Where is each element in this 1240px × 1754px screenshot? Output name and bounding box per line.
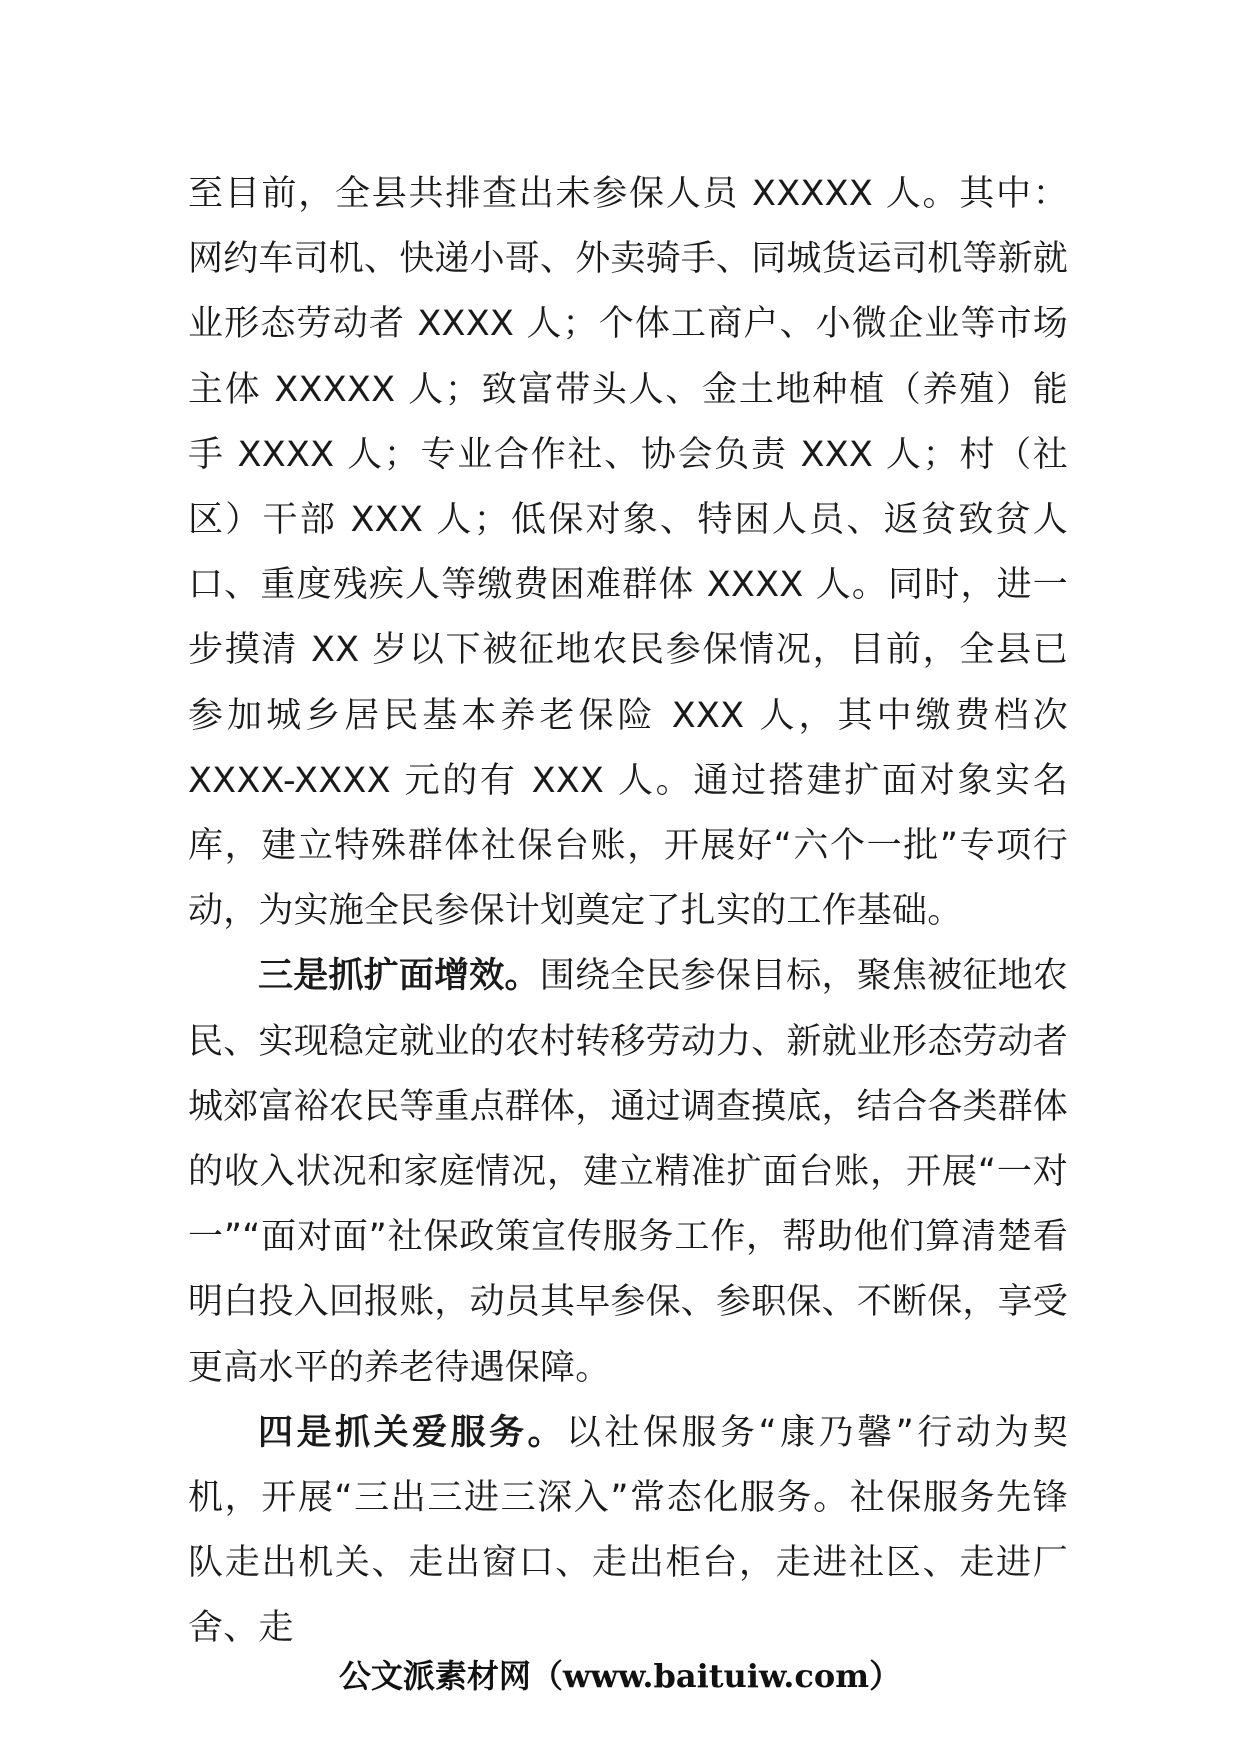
paragraph-heading: 四是抓关爱服务。 <box>258 1412 567 1453</box>
footer-watermark: 公文派素材网（www.baituiw.com） <box>338 1657 902 1695</box>
paragraph-expand-coverage <box>188 944 1068 1400</box>
paragraph-heading: 三是抓扩面增效。 <box>258 956 540 997</box>
paragraph-text: 以社保服务“康乃馨”行动为契机，开展“三出三进三深入”常态化服务。社保服务先锋队走出机关、走出窗口、走出柜台，走进社区、走进厂舍、走 <box>188 1412 1068 1649</box>
document-body <box>188 162 1068 1662</box>
paragraph-text: 围绕全民参保目标，聚焦被征地农民、实现稳定就业的农村转移劳动力、新就业形态劳动者城郊富裕农民等重点群体，通过调查摸底，结合各类群体的收入状况和家庭情况，建立精准扩面台账，开展“一对一”“面对面”社保政策宣传服务工作，帮助他们算清楚看明白投入回报账，动员其早参保、参职保、不断保，享受更高水平的养老待遇保障。 <box>188 956 1069 1388</box>
paragraph-continuation: 至目前，全县共排查出未参保人员 XXXXX 人。其中：网约车司机、快递小哥、外卖骑手、同城货运司机等新就业形态劳动者 XXXX 人；个体工商户、小微企业等市场主体 XXXXX 人；致富带头人、金土地种植（养殖）能手 XXXX 人；专业合作社、协会负责 XXX 人；村（社区）干部 XXX 人；低保对象、特困人员、返贫致贫人口、重度残疾人等缴费困难群体 XXXX 人。同时，进一步摸清 XX 岁以下被征地农民参保情况，目前，全县已参加城乡居民基本养老保险 XXX 人，其中缴费档次 XXXX-XXXX 元的有 XXX 人。通过搭建扩面对象实名库，建立特殊群体社保台账，开展好“六个一批”专项行动，为实施全民参保计划奠定了扎实的工作基础。 <box>188 174 1069 932</box>
paragraph-care-service <box>188 1401 1068 1662</box>
